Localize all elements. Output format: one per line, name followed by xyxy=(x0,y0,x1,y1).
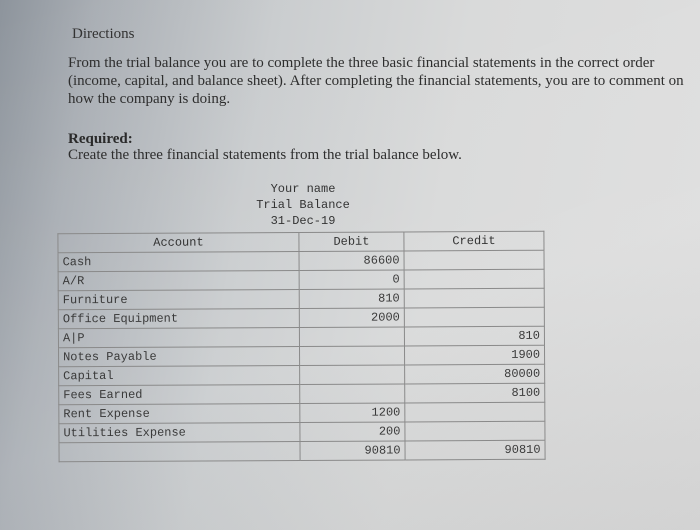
debit-cell: 2000 xyxy=(299,308,404,328)
table-row xyxy=(59,421,545,443)
credit-cell: 8100 xyxy=(405,383,545,403)
credit-cell xyxy=(404,269,544,289)
trial-balance-title: Trial Balance xyxy=(256,198,350,212)
table-row xyxy=(58,288,544,310)
credit-cell xyxy=(405,421,545,441)
debit-cell xyxy=(300,384,405,404)
account-cell: Cash xyxy=(58,252,299,272)
required-label: Required: xyxy=(68,131,133,147)
trial-balance-table xyxy=(57,231,545,463)
debit-cell xyxy=(299,327,404,347)
table-row xyxy=(59,345,545,367)
table-row xyxy=(58,250,544,272)
credit-cell: 1900 xyxy=(404,345,544,365)
debit-cell: 86600 xyxy=(299,251,404,271)
credit-cell: 810 xyxy=(404,326,544,346)
account-cell: A|P xyxy=(58,328,299,348)
required-text: Create the three financial statements from the trial balance below. xyxy=(68,147,462,163)
table-row xyxy=(59,364,545,386)
table-row xyxy=(59,402,545,424)
credit-total: 90810 xyxy=(405,440,545,460)
credit-cell xyxy=(404,250,544,270)
debit-header: Debit xyxy=(299,232,404,252)
table-header-row xyxy=(58,231,544,253)
credit-cell: 80000 xyxy=(405,364,545,384)
table-row xyxy=(58,307,544,329)
account-cell: Office Equipment xyxy=(58,309,299,329)
account-cell: Furniture xyxy=(58,290,299,310)
debit-cell: 0 xyxy=(299,270,404,290)
account-cell: Rent Expense xyxy=(59,404,300,424)
debit-cell xyxy=(300,365,405,385)
account-cell: A/R xyxy=(58,271,299,291)
debit-cell: 200 xyxy=(300,422,405,442)
totals-row xyxy=(59,440,545,462)
table-row xyxy=(59,383,545,405)
debit-cell: 810 xyxy=(299,289,404,309)
credit-header: Credit xyxy=(404,231,544,251)
account-cell: Utilities Expense xyxy=(59,423,300,443)
totals-account-cell xyxy=(59,442,300,462)
account-cell: Capital xyxy=(59,366,300,386)
account-cell: Notes Payable xyxy=(59,347,300,367)
account-cell: Fees Earned xyxy=(59,385,300,405)
debit-total: 90810 xyxy=(300,441,405,461)
table-row xyxy=(58,269,544,291)
account-header: Account xyxy=(58,233,299,253)
directions-body: From the trial balance you are to complete the three basic financial statements in the correct order (income, capital, and balance sheet). After completing the financial statements, you are to comment on how the company is doing. xyxy=(68,55,684,107)
table-row xyxy=(58,326,544,348)
trial-balance-date: 31-Dec-19 xyxy=(270,214,336,228)
credit-cell xyxy=(404,288,544,308)
credit-cell xyxy=(405,402,545,422)
directions-title: Directions xyxy=(72,26,135,42)
company-name: Your name xyxy=(270,182,336,196)
credit-cell xyxy=(404,307,544,327)
debit-cell: 1200 xyxy=(300,403,405,423)
debit-cell xyxy=(300,346,405,366)
